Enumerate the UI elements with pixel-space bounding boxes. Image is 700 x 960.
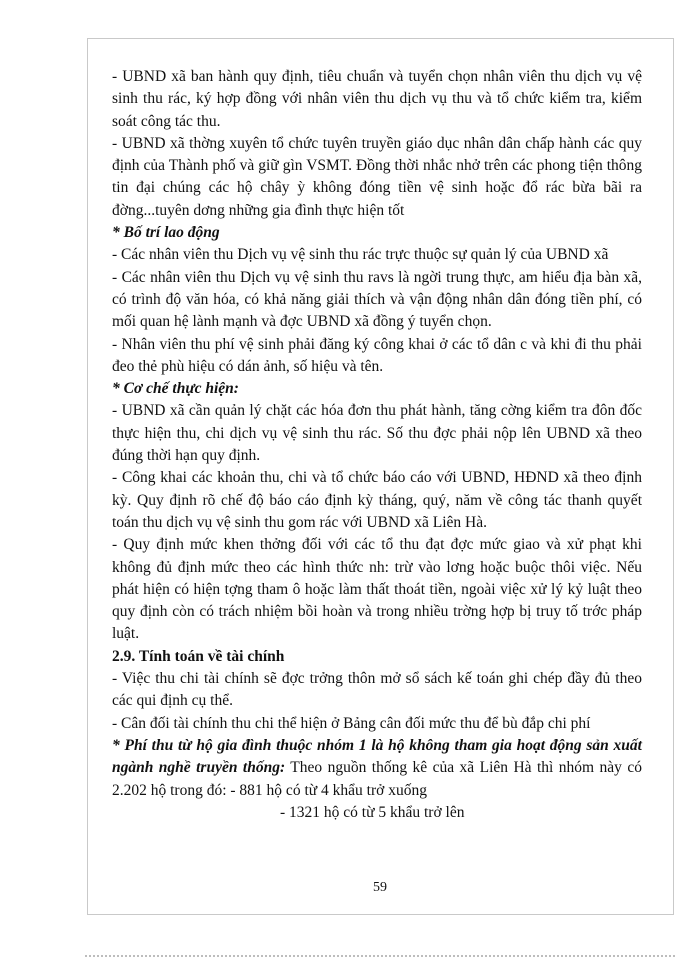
paragraph: - Các nhân viên thu Dịch vụ vệ sinh thu rác trực thuộc sự quản lý của UBND xã	[112, 246, 609, 264]
paragraph: - UBND xã ban hành quy định, tiêu chuẩn và tuyển chọn nhân viên thu dịch vụ vệ sinh thu rác, ký hợp đồng với nhân viên thu dịch vụ thu và tổ chức kiểm tra, kiểm soát công tác thu.	[112, 68, 642, 130]
paragraph: - Việc thu chi tài chính sẽ đợc trởng thôn mở sổ sách kế toán ghi chép đầy đủ theo các qui định cụ thể.	[112, 670, 642, 710]
paragraph: - Cân đối tài chính thu chi thể hiện ở Bảng cân đối mức thu để bù đắp chi phí	[112, 714, 591, 732]
paragraph-text: Theo nguồn thống kê của xã Liên Hà thì nhóm này có 2.202 hộ trong đó: - 881 hộ có từ 4 khẩu trở xuống	[112, 759, 642, 799]
paragraph: - Quy định mức khen thởng đối với các tổ thu đạt đợc mức giao và xử phạt khi không đủ định mức theo các hình thức nh: trừ vào lơng hoặc buộc thôi việc. Nếu phát hiện có hiện tợng tham ô hoặc làm thất thoát tiền, ngoài việc xử lý kỷ luật theo quy định còn có trách nhiệm bồi hoàn và trong nhiều trờng hợp bị truy tố trớc pháp luật.	[112, 536, 642, 643]
paragraph	[112, 735, 642, 802]
paragraph: - Công khai các khoản thu, chi và tổ chức báo cáo với UBND, HĐND xã theo định kỳ. Quy định rõ chế độ báo cáo định kỳ tháng, quý, năm về công tác thanh quyết toán thu dịch vụ vệ sinh thu gom rác với UBND xã Liên Hà.	[112, 469, 642, 531]
paragraph: - UBND xã thờng xuyên tổ chức tuyên truyền giáo dục nhân dân chấp hành các quy định của Thành phố và giữ gìn VSMT. Đồng thời nhắc nhở trên các phong tiện thông tin đại chúng các hộ chây ỳ không đóng tiền vệ sinh hoặc đổ rác bừa bãi ra đờng...tuyên dơng những gia đình thực hiện tốt	[112, 134, 642, 219]
section-heading: * Bố trí lao động	[112, 224, 220, 242]
section-heading: 2.9. Tính toán về tài chính	[112, 647, 285, 665]
paragraph: - UBND xã cần quản lý chặt các hóa đơn thu phát hành, tăng cờng kiểm tra đôn đốc thực hiện thu, chi dịch vụ vệ sinh thu rác. Số thu đợc phải nộp lên UBND xã theo đúng thời hạn quy định.	[112, 402, 642, 465]
bold-italic-lead: * Phí thu từ hộ gia đình thuộc nhóm 1 là hộ không tham gia hoạt động sản xuất ngành nghề truyền thống:	[112, 736, 642, 777]
list-line: - 1321 hộ có từ 5 khẩu trở lên	[280, 803, 465, 821]
paragraph: - Các nhân viên thu Dịch vụ vệ sinh thu ravs là ngời trung thực, am hiểu địa bàn xã, có trình độ văn hóa, có khả năng giải thích và vận động nhân dân đóng tiền phí, có mối quan hệ lành mạnh và đợc UBND xã đồng ý tuyển chọn.	[112, 268, 642, 331]
paragraph: - Nhân viên thu phí vệ sinh phải đăng ký công khai ở các tổ dân c và khi đi thu phải đeo thẻ phù hiệu có dán ảnh, số hiệu và tên.	[112, 335, 642, 375]
page-bottom-rule	[85, 955, 675, 957]
page-number: 59	[373, 880, 387, 895]
section-heading: * Cơ chế thực hiện:	[112, 380, 239, 398]
document-body	[112, 66, 642, 824]
